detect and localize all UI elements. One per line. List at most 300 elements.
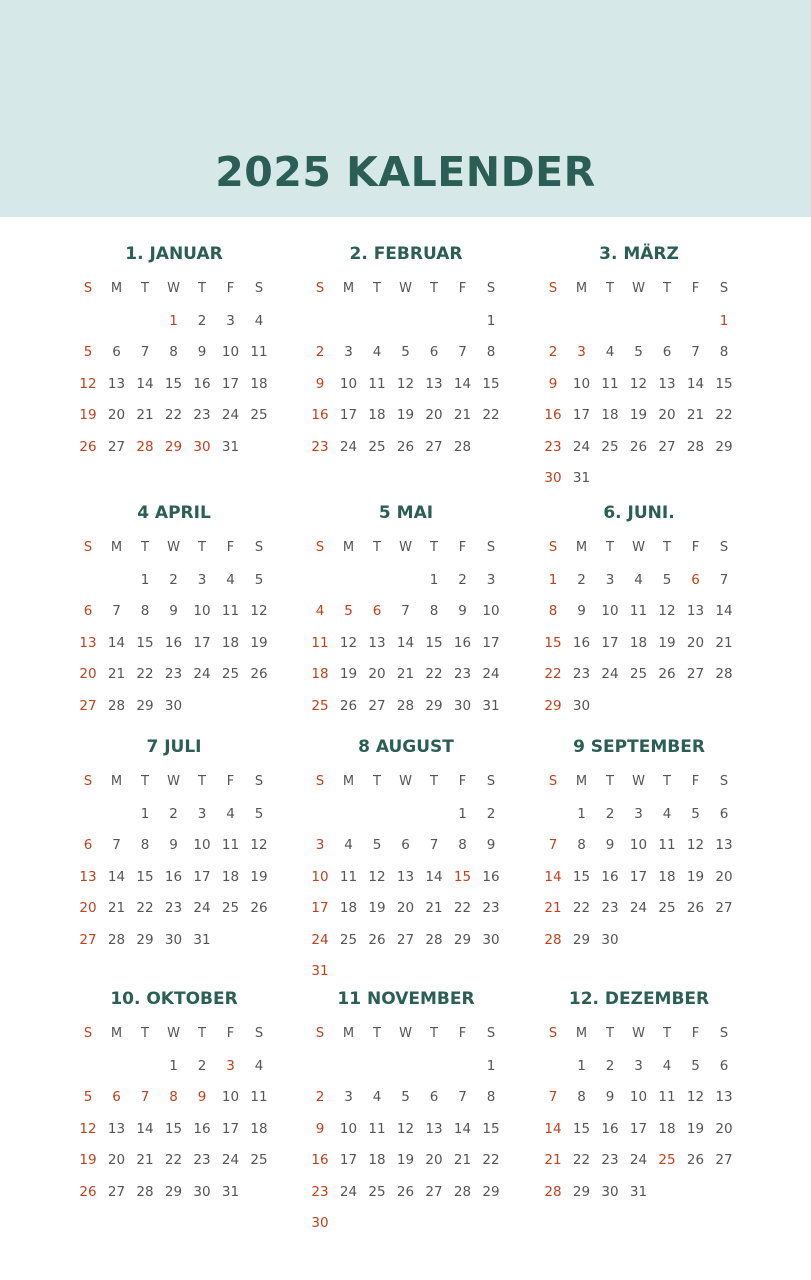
day-cell: 27	[79, 931, 97, 948]
weekday-label: W	[167, 774, 180, 789]
day-cell: 22	[136, 900, 154, 917]
weekday-label: S	[486, 774, 496, 789]
day-cell: 16	[193, 1120, 211, 1137]
weekday-label: W	[399, 540, 412, 555]
day-cell: 24	[339, 438, 358, 455]
day-cell: 5	[83, 344, 93, 361]
day-cell: 20	[425, 407, 443, 424]
day-cell: 2	[458, 572, 467, 588]
day-cell: 11	[629, 603, 648, 620]
day-cell: 19	[658, 634, 676, 651]
day-cell: 4	[226, 806, 235, 822]
day-cell: 3	[226, 313, 235, 329]
day-cell: 31	[311, 963, 329, 979]
day-cell: 6	[372, 603, 382, 620]
day-cell: 10	[221, 1089, 240, 1106]
day-cell: 12	[368, 868, 386, 885]
day-cell: 3	[226, 1058, 235, 1074]
weekday-label: M	[575, 281, 588, 296]
day-cell: 31	[221, 1183, 240, 1200]
day-cell: 26	[250, 666, 268, 683]
day-cell: 12	[396, 375, 415, 392]
day-cell: 14	[396, 634, 415, 651]
day-cell: 30	[193, 438, 211, 455]
day-cell: 11	[221, 603, 240, 620]
day-cell: 30	[193, 1183, 211, 1200]
day-cell: 17	[221, 375, 240, 392]
day-cell: 18	[250, 375, 268, 392]
weekday-label: T	[663, 540, 671, 555]
day-cell: 30	[601, 1183, 619, 1200]
weekday-label: M	[575, 774, 588, 789]
day-cell: 29	[425, 697, 443, 714]
day-cell: 22	[136, 666, 154, 683]
month-title: 4 APRIL	[137, 503, 211, 523]
day-cell: 31	[482, 697, 500, 714]
day-cell: 3	[344, 1089, 353, 1106]
day-cell: 24	[221, 407, 240, 424]
day-cell: 19	[396, 407, 415, 424]
day-cell: 29	[453, 931, 472, 948]
day-cell: 12	[686, 1089, 705, 1106]
weekday-label: F	[691, 540, 700, 555]
day-cell: 13	[368, 634, 386, 651]
weekday-label: S	[83, 540, 93, 555]
day-cell: 29	[136, 931, 154, 948]
day-cell: 28	[544, 1183, 562, 1200]
day-cell: 10	[339, 1120, 358, 1137]
day-cell: 12	[629, 375, 648, 392]
day-cell: 19	[368, 900, 386, 917]
day-cell: 13	[658, 375, 676, 392]
day-cell: 27	[396, 931, 415, 948]
day-cell: 18	[311, 666, 329, 683]
day-cell: 2	[315, 1089, 325, 1106]
weekday-label: M	[342, 1026, 355, 1041]
day-cell: 7	[140, 344, 150, 361]
day-cell: 2	[197, 1058, 207, 1074]
day-cell: 8	[458, 837, 467, 854]
weekday-label: M	[110, 281, 123, 296]
day-cell: 17	[601, 634, 619, 651]
weekday-label: S	[548, 540, 558, 555]
day-cell: 29	[164, 1183, 183, 1200]
day-cell: 4	[226, 572, 235, 588]
day-cell: 6	[83, 603, 93, 620]
day-cell: 18	[368, 1152, 386, 1169]
month-title: 2. FEBRUAR	[349, 244, 463, 264]
day-cell: 18	[339, 900, 358, 917]
day-cell: 17	[311, 900, 329, 917]
day-cell: 4	[254, 1058, 264, 1074]
day-cell: 24	[339, 1183, 358, 1200]
day-cell: 4	[315, 603, 325, 620]
day-cell: 25	[658, 900, 676, 917]
month-title: 7 JULI	[146, 737, 202, 757]
weekday-label: T	[430, 1026, 438, 1041]
weekday-label: S	[315, 540, 325, 555]
day-cell: 5	[83, 1089, 93, 1106]
weekday-label: M	[110, 1026, 123, 1041]
day-cell: 22	[164, 407, 183, 424]
day-cell: 20	[425, 1152, 443, 1169]
day-cell: 23	[164, 900, 183, 917]
weekday-label: S	[486, 540, 496, 555]
day-cell: 6	[112, 344, 121, 361]
day-cell: 21	[107, 666, 126, 683]
day-cell: 10	[629, 1089, 648, 1106]
weekday-label: T	[373, 281, 381, 296]
day-cell: 2	[605, 1058, 615, 1074]
weekday-label: T	[141, 774, 149, 789]
day-cell: 16	[601, 868, 619, 885]
day-cell: 29	[164, 438, 183, 455]
day-cell: 9	[315, 375, 325, 392]
day-cell: 9	[197, 344, 207, 361]
day-cell: 20	[686, 634, 705, 651]
day-cell: 28	[107, 931, 126, 948]
day-cell: 26	[686, 900, 705, 917]
day-cell: 7	[691, 344, 700, 361]
day-cell: 11	[368, 1120, 386, 1137]
day-cell: 24	[629, 1152, 648, 1169]
day-cell: 26	[686, 1152, 705, 1169]
day-cell: 11	[250, 1089, 268, 1106]
day-cell: 6	[401, 837, 410, 854]
day-cell: 11	[250, 344, 268, 361]
day-cell: 7	[458, 1089, 467, 1106]
day-cell: 12	[339, 634, 358, 651]
weekday-label: T	[663, 281, 671, 296]
day-cell: 19	[629, 407, 648, 424]
day-cell: 2	[486, 806, 496, 822]
day-cell: 8	[719, 344, 729, 361]
day-cell: 20	[396, 900, 415, 917]
day-cell: 7	[140, 1089, 150, 1106]
day-cell: 18	[601, 407, 619, 424]
day-cell: 16	[544, 407, 562, 424]
day-cell: 6	[429, 1089, 439, 1106]
day-cell: 14	[107, 634, 126, 651]
day-cell: 11	[221, 837, 240, 854]
day-cell: 13	[715, 1089, 733, 1106]
day-cell: 27	[686, 666, 705, 683]
day-cell: 12	[250, 603, 268, 620]
day-cell: 14	[715, 603, 733, 620]
day-cell: 17	[193, 634, 211, 651]
day-cell: 3	[486, 572, 496, 588]
day-cell: 21	[453, 407, 472, 424]
day-cell: 20	[79, 666, 97, 683]
weekday-label: S	[548, 1026, 558, 1041]
day-cell: 28	[425, 931, 443, 948]
weekday-label: T	[373, 774, 381, 789]
day-cell: 23	[572, 666, 591, 683]
day-cell: 7	[112, 837, 121, 854]
day-cell: 6	[112, 1089, 121, 1106]
day-cell: 15	[136, 868, 154, 885]
day-cell: 8	[429, 603, 439, 620]
day-cell: 3	[634, 1058, 643, 1074]
day-cell: 22	[572, 900, 591, 917]
day-cell: 26	[250, 900, 268, 917]
day-cell: 8	[577, 837, 586, 854]
day-cell: 25	[221, 900, 240, 917]
day-cell: 17	[193, 868, 211, 885]
day-cell: 17	[572, 407, 591, 424]
day-cell: 8	[169, 344, 178, 361]
day-cell: 21	[544, 1152, 562, 1169]
day-cell: 10	[221, 344, 240, 361]
day-cell: 19	[339, 666, 358, 683]
weekday-label: T	[373, 540, 381, 555]
day-cell: 9	[548, 375, 558, 392]
weekday-label: S	[548, 281, 558, 296]
day-cell: 24	[629, 900, 648, 917]
day-cell: 27	[368, 697, 386, 714]
weekday-label: F	[458, 540, 467, 555]
month-title: 8 AUGUST	[358, 737, 454, 757]
day-cell: 23	[193, 407, 211, 424]
day-cell: 5	[254, 806, 264, 822]
weekday-label: M	[342, 774, 355, 789]
day-cell: 26	[79, 438, 97, 455]
day-cell: 9	[169, 837, 178, 854]
day-cell: 17	[629, 1120, 648, 1137]
day-cell: 2	[169, 572, 178, 588]
day-cell: 14	[686, 375, 705, 392]
day-cell: 13	[107, 1120, 126, 1137]
day-cell: 3	[605, 572, 615, 588]
day-cell: 30	[544, 470, 562, 486]
day-cell: 25	[221, 666, 240, 683]
day-cell: 11	[601, 375, 619, 392]
day-cell: 25	[311, 697, 329, 714]
day-cell: 15	[164, 375, 183, 392]
day-cell: 19	[79, 407, 97, 424]
day-cell: 12	[79, 375, 97, 392]
day-cell: 20	[715, 868, 733, 885]
day-cell: 19	[79, 1152, 97, 1169]
day-cell: 21	[136, 1152, 154, 1169]
day-cell: 27	[658, 438, 676, 455]
weekday-label: T	[430, 281, 438, 296]
day-cell: 5	[401, 344, 410, 361]
weekday-label: T	[198, 281, 206, 296]
day-cell: 27	[425, 1183, 443, 1200]
day-cell: 25	[658, 1152, 676, 1169]
day-cell: 22	[425, 666, 443, 683]
day-cell: 11	[311, 634, 329, 651]
day-cell: 10	[572, 375, 591, 392]
day-cell: 2	[605, 806, 615, 822]
day-cell: 25	[601, 438, 619, 455]
day-cell: 3	[197, 806, 207, 822]
day-cell: 24	[311, 931, 329, 948]
day-cell: 1	[140, 806, 150, 822]
day-cell: 26	[629, 438, 648, 455]
day-cell: 4	[372, 1089, 382, 1106]
day-cell: 8	[548, 603, 558, 620]
day-cell: 20	[107, 1152, 126, 1169]
day-cell: 25	[250, 1152, 268, 1169]
day-cell: 11	[658, 837, 676, 854]
day-cell: 13	[396, 868, 415, 885]
day-cell: 6	[719, 806, 729, 822]
weekday-label: T	[430, 540, 438, 555]
day-cell: 4	[372, 344, 382, 361]
day-cell: 1	[577, 1058, 586, 1074]
day-cell: 4	[662, 806, 672, 822]
day-cell: 12	[658, 603, 676, 620]
day-cell: 4	[344, 837, 353, 854]
weekday-label: F	[226, 281, 235, 296]
header-banner	[0, 0, 811, 217]
day-cell: 2	[577, 572, 586, 588]
day-cell: 9	[605, 837, 615, 854]
weekday-label: F	[226, 1026, 235, 1041]
weekday-label: S	[548, 774, 558, 789]
day-cell: 1	[169, 313, 178, 329]
weekday-label: T	[606, 540, 614, 555]
day-cell: 5	[691, 1058, 700, 1074]
day-cell: 13	[107, 375, 126, 392]
day-cell: 29	[544, 697, 562, 714]
day-cell: 9	[605, 1089, 615, 1106]
day-cell: 16	[601, 1120, 619, 1137]
day-cell: 15	[482, 375, 500, 392]
weekday-label: M	[342, 281, 355, 296]
day-cell: 13	[79, 634, 97, 651]
weekday-label: S	[315, 774, 325, 789]
day-cell: 13	[425, 1120, 443, 1137]
day-cell: 17	[629, 868, 648, 885]
day-cell: 6	[662, 344, 672, 361]
weekday-label: S	[315, 281, 325, 296]
weekday-label: S	[719, 540, 729, 555]
day-cell: 16	[164, 868, 183, 885]
day-cell: 21	[425, 900, 443, 917]
day-cell: 10	[482, 603, 500, 620]
day-cell: 25	[368, 438, 386, 455]
day-cell: 16	[311, 407, 329, 424]
weekday-label: W	[632, 540, 645, 555]
month-title: 11 NOVEMBER	[337, 989, 475, 1009]
day-cell: 22	[482, 1152, 500, 1169]
weekday-label: S	[719, 1026, 729, 1041]
day-cell: 11	[339, 868, 358, 885]
day-cell: 13	[686, 603, 705, 620]
day-cell: 15	[453, 868, 472, 885]
day-cell: 22	[715, 407, 733, 424]
day-cell: 31	[193, 931, 211, 948]
day-cell: 8	[486, 344, 496, 361]
day-cell: 4	[254, 313, 264, 329]
day-cell: 15	[164, 1120, 183, 1137]
month-title: 5 MAI	[378, 503, 434, 523]
day-cell: 5	[662, 572, 672, 588]
day-cell: 22	[544, 666, 562, 683]
page-title: 2025 KALENDER	[215, 148, 596, 196]
month-title: 9 SEPTEMBER	[573, 737, 705, 757]
weekday-label: T	[141, 1026, 149, 1041]
day-cell: 17	[482, 634, 500, 651]
weekday-label: T	[606, 281, 614, 296]
weekday-label: F	[458, 774, 467, 789]
weekday-label: S	[254, 281, 264, 296]
weekday-label: T	[606, 774, 614, 789]
weekday-label: F	[458, 1026, 467, 1041]
day-cell: 23	[311, 438, 329, 455]
weekday-label: S	[719, 281, 729, 296]
day-cell: 10	[601, 603, 619, 620]
day-cell: 7	[401, 603, 410, 620]
day-cell: 29	[572, 1183, 591, 1200]
day-cell: 21	[107, 900, 126, 917]
day-cell: 5	[634, 344, 643, 361]
day-cell: 9	[486, 837, 496, 854]
day-cell: 28	[453, 438, 472, 455]
day-cell: 30	[482, 931, 500, 948]
day-cell: 15	[544, 634, 562, 651]
weekday-label: M	[110, 540, 123, 555]
weekday-label: T	[198, 774, 206, 789]
day-cell: 24	[572, 438, 591, 455]
weekday-label: S	[83, 774, 93, 789]
weekday-label: M	[342, 540, 355, 555]
day-cell: 15	[572, 868, 591, 885]
day-cell: 30	[311, 1215, 329, 1231]
day-cell: 14	[544, 1120, 562, 1137]
day-cell: 27	[715, 1152, 733, 1169]
day-cell: 25	[368, 1183, 386, 1200]
day-cell: 6	[719, 1058, 729, 1074]
day-cell: 28	[453, 1183, 472, 1200]
day-cell: 27	[715, 900, 733, 917]
month-title: 3. MÄRZ	[599, 244, 679, 264]
day-cell: 16	[453, 634, 472, 651]
day-cell: 24	[193, 666, 211, 683]
day-cell: 10	[629, 837, 648, 854]
day-cell: 17	[339, 1152, 358, 1169]
day-cell: 21	[544, 900, 562, 917]
day-cell: 22	[164, 1152, 183, 1169]
day-cell: 24	[193, 900, 211, 917]
day-cell: 14	[453, 375, 472, 392]
day-cell: 18	[250, 1120, 268, 1137]
day-cell: 18	[221, 868, 240, 885]
day-cell: 13	[425, 375, 443, 392]
day-cell: 30	[453, 697, 472, 714]
day-cell: 19	[250, 868, 268, 885]
weekday-label: W	[399, 774, 412, 789]
day-cell: 20	[658, 407, 676, 424]
day-cell: 7	[548, 1089, 558, 1106]
day-cell: 12	[79, 1120, 97, 1137]
day-cell: 3	[197, 572, 207, 588]
day-cell: 19	[686, 868, 705, 885]
day-cell: 21	[453, 1152, 472, 1169]
day-cell: 26	[658, 666, 676, 683]
day-cell: 28	[544, 931, 562, 948]
weekday-label: F	[226, 774, 235, 789]
day-cell: 7	[458, 344, 467, 361]
day-cell: 8	[577, 1089, 586, 1106]
day-cell: 11	[658, 1089, 676, 1106]
day-cell: 7	[548, 837, 558, 854]
day-cell: 27	[107, 1183, 126, 1200]
day-cell: 24	[601, 666, 619, 683]
